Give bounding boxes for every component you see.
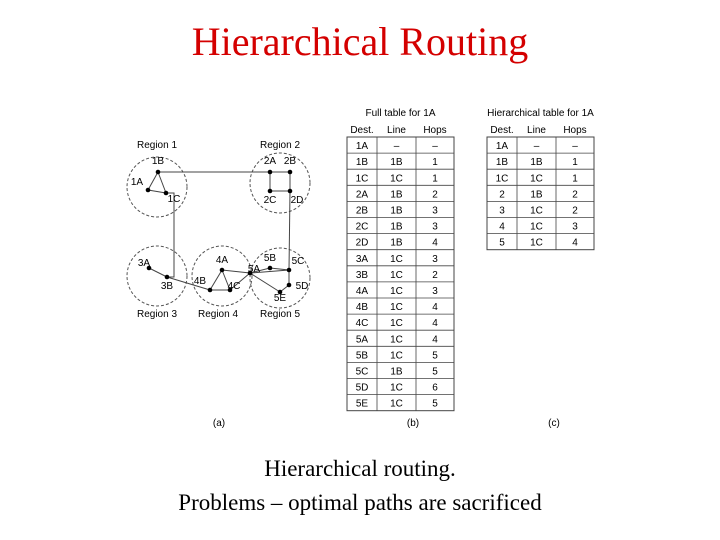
hierarchical-cell-2-1: 1C	[530, 173, 543, 185]
panel-label-a: (a)	[212, 418, 226, 429]
full-cell-10-0: 4B	[355, 302, 369, 314]
full-cell-8-0: 3B	[355, 269, 369, 281]
full-cell-14-1: 1B	[390, 366, 403, 378]
full-cell-10-2: 4	[432, 302, 438, 314]
full-cell-8-2: 2	[432, 269, 438, 281]
router-label-1a: 1A	[130, 177, 144, 188]
hierarchical-table-title: Hierarchical table for 1A	[487, 108, 594, 119]
router-5c	[287, 268, 292, 273]
router-label-3a: 3A	[137, 258, 151, 269]
full-cell-6-1: 1B	[390, 237, 403, 249]
full-cell-16-1: 1C	[390, 398, 403, 410]
router-5d	[287, 283, 292, 288]
full-cell-6-0: 2D	[355, 237, 369, 249]
router-label-2d: 2D	[290, 195, 304, 206]
full-table	[347, 108, 454, 411]
region-label-4: Region 4	[197, 309, 239, 320]
router-label-5d: 5D	[295, 281, 309, 292]
full-cell-13-2: 5	[432, 350, 438, 362]
full-cell-5-2: 3	[432, 221, 438, 233]
full-cell-2-1: 1C	[390, 173, 403, 185]
full-cell-16-0: 5E	[355, 398, 369, 410]
hierarchical-cell-0-0: 1A	[495, 141, 509, 153]
router-1a	[146, 188, 151, 193]
full-table-title: Full table for 1A	[365, 108, 436, 119]
full-cell-7-1: 1C	[390, 253, 403, 265]
full-cell-12-1: 1C	[390, 334, 403, 346]
link-1A-1B	[148, 172, 158, 190]
router-label-2a: 2A	[263, 156, 277, 167]
full-cell-7-0: 3A	[355, 253, 369, 265]
router-4a	[220, 268, 225, 273]
routing-tables	[347, 108, 594, 411]
full-cell-9-2: 3	[432, 286, 438, 297]
full-cell-5-0: 2C	[355, 221, 369, 233]
router-label-1c: 1C	[167, 194, 181, 205]
hierarchical-table	[487, 108, 594, 250]
full-cell-5-1: 1B	[390, 221, 403, 233]
region-label-2: Region 2	[259, 140, 301, 151]
full-cell-11-0: 4C	[355, 318, 369, 330]
router-label-4c: 4C	[227, 281, 241, 292]
link-3A-3B	[149, 268, 167, 277]
full-cell-8-1: 1C	[390, 269, 403, 281]
link-1A-1C	[148, 190, 166, 193]
full-cell-1-2: 1	[432, 157, 438, 169]
full-cell-4-1: 1B	[390, 205, 403, 217]
hierarchical-cell-0-1: –	[533, 141, 540, 153]
full-cell-7-2: 3	[432, 253, 438, 265]
router-4b	[208, 288, 213, 293]
full-cell-4-0: 2B	[355, 205, 369, 217]
region-label-1: Region 1	[136, 140, 178, 151]
hierarchical-cell-2-0: 1C	[495, 173, 509, 185]
panel-label-b: (b)	[406, 418, 420, 429]
hierarchical-cell-3-2: 2	[572, 189, 578, 201]
full-cell-12-0: 5A	[355, 334, 369, 346]
region-label-3: Region 3	[136, 309, 178, 320]
router-label-5e: 5E	[273, 293, 287, 304]
full-cell-10-1: 1C	[390, 302, 403, 314]
full-cell-14-0: 5C	[355, 366, 369, 378]
full-cell-13-0: 5B	[355, 350, 369, 362]
full-cell-4-2: 3	[432, 205, 438, 217]
hierarchical-cell-2-2: 1	[572, 173, 578, 185]
hierarchical-header-line: Line	[527, 125, 546, 136]
full-cell-11-2: 4	[432, 318, 438, 330]
full-cell-13-1: 1C	[390, 350, 403, 362]
full-cell-9-1: 1C	[390, 286, 403, 297]
router-2b	[288, 170, 293, 175]
full-cell-0-1: –	[393, 141, 400, 153]
router-1b	[156, 170, 161, 175]
full-cell-11-1: 1C	[390, 318, 403, 330]
full-cell-3-2: 2	[432, 189, 438, 201]
caption-line-1: Hierarchical routing.	[264, 456, 456, 481]
hierarchical-cell-4-1: 1C	[530, 205, 543, 217]
full-cell-12-2: 4	[432, 334, 438, 346]
full-cell-15-2: 6	[432, 382, 438, 394]
full-cell-0-0: 1A	[355, 141, 369, 153]
link-1C-3B	[166, 193, 174, 277]
router-label-5a: 5A	[247, 264, 261, 275]
full-cell-2-2: 1	[432, 173, 438, 185]
full-cell-3-0: 2A	[355, 189, 369, 201]
hierarchical-cell-1-0: 1B	[495, 157, 509, 169]
region-label-5: Region 5	[259, 309, 301, 320]
full-cell-15-0: 5D	[355, 382, 369, 394]
hierarchical-cell-6-2: 4	[572, 237, 578, 249]
hierarchical-cell-1-1: 1B	[530, 157, 543, 169]
router-5b	[268, 266, 273, 271]
router-label-4a: 4A	[215, 255, 229, 266]
full-cell-3-1: 1B	[390, 189, 403, 201]
full-header-hops: Hops	[423, 125, 447, 136]
router-label-5b: 5B	[263, 253, 277, 264]
full-cell-6-2: 4	[432, 237, 438, 249]
link-1B-1C	[158, 172, 166, 193]
hierarchical-cell-6-1: 1C	[530, 237, 543, 249]
full-cell-15-1: 1C	[390, 382, 403, 394]
panel-label-c: (c)	[548, 418, 560, 429]
full-cell-9-0: 4A	[355, 286, 369, 297]
router-3b	[165, 275, 170, 280]
full-header-line: Line	[387, 125, 406, 136]
link-5A-5E	[250, 273, 280, 292]
caption-line-2: Problems – optimal paths are sacrificed	[178, 490, 542, 515]
hierarchical-cell-4-0: 3	[499, 205, 505, 217]
router-label-2c: 2C	[263, 195, 277, 206]
full-cell-14-2: 5	[432, 366, 438, 378]
full-cell-16-2: 5	[432, 398, 438, 410]
full-cell-1-1: 1B	[390, 157, 403, 169]
hierarchical-cell-1-2: 1	[572, 157, 578, 169]
link-5B-5C	[270, 268, 289, 270]
hierarchical-cell-6-0: 5	[499, 237, 505, 249]
hierarchical-header-dest: Dest.	[490, 125, 514, 136]
router-label-1b: 1B	[151, 156, 165, 167]
full-cell-0-2: –	[432, 141, 438, 153]
hierarchical-cell-5-0: 4	[499, 221, 505, 233]
hierarchical-header-hops: Hops	[563, 125, 587, 136]
link-4A-4B	[210, 270, 222, 290]
router-label-4b: 4B	[193, 276, 207, 287]
full-header-dest: Dest.	[350, 125, 374, 136]
router-2a	[268, 170, 273, 175]
hierarchical-cell-5-2: 3	[572, 221, 578, 233]
hierarchical-cell-3-0: 2	[499, 189, 505, 201]
region-boundary-3	[127, 246, 187, 306]
caption	[0, 452, 720, 520]
router-2c	[268, 189, 273, 194]
router-2d	[288, 189, 293, 194]
hierarchical-cell-4-2: 2	[572, 205, 578, 217]
router-label-2b: 2B	[283, 156, 297, 167]
link-4A-5A	[222, 270, 250, 273]
router-label-5c: 5C	[291, 256, 305, 267]
full-cell-1-0: 1B	[355, 157, 369, 169]
hierarchical-cell-3-1: 1B	[530, 189, 543, 201]
hierarchical-cell-0-2: –	[572, 141, 578, 153]
page-title: Hierarchical Routing	[191, 19, 529, 64]
full-cell-2-0: 1C	[355, 173, 369, 185]
hierarchical-cell-5-1: 1C	[530, 221, 543, 233]
router-label-3b: 3B	[160, 281, 174, 292]
